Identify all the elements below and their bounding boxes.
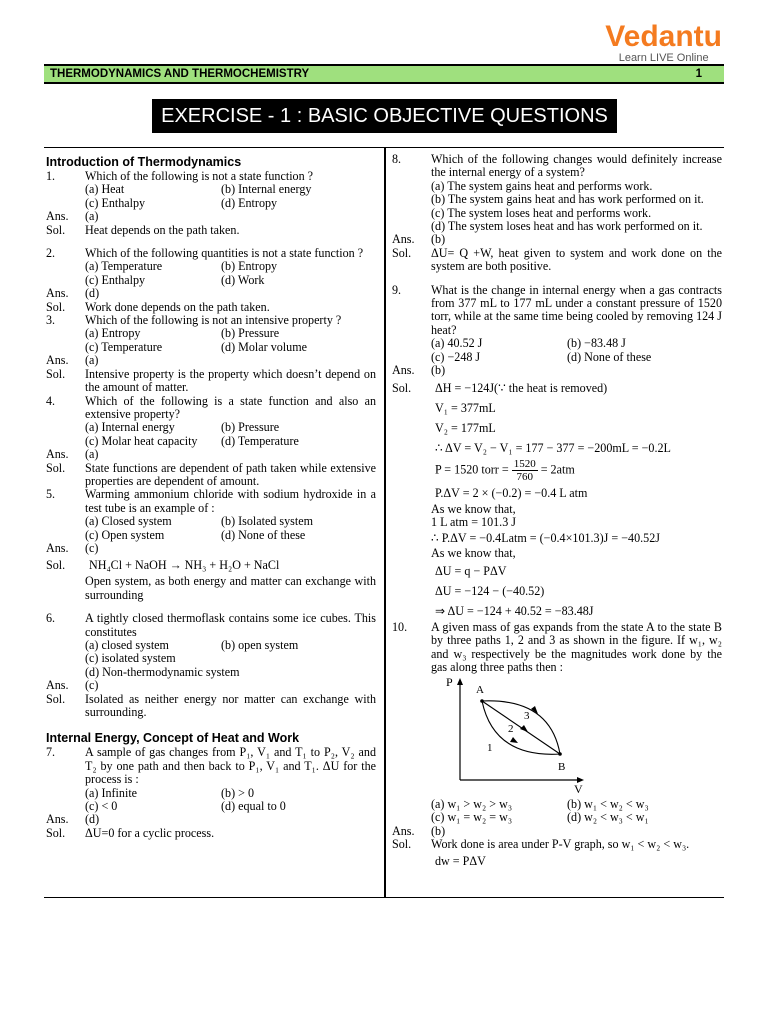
solution-text: Open system, as both energy and matter can exchange with surrounding (85, 574, 376, 602)
solution-line: ∴ ΔV = V₂ − V₁ = 177 − 377 = −200mL = −0.2L (435, 440, 671, 455)
option: (b) Isolated system (221, 514, 314, 529)
option: (a) Infinite (85, 785, 138, 800)
question-number: 3. (46, 313, 56, 328)
solution: Sol. ΔU= Q +W, heat given to system and work done on the system are both positive. (392, 245, 722, 274)
point-a-marker (480, 700, 484, 704)
solution: Sol. State functions are dependent of path taken while extensive properties are dependent of amount. (46, 460, 376, 488)
path-2-label: 2 (508, 723, 514, 736)
question-number: 1. (46, 169, 56, 183)
option: (a) w₁ > w₂ > w₃ (431, 796, 513, 811)
path-2-line (482, 701, 560, 754)
option: (a) Heat (85, 182, 125, 197)
answer: Ans. (a) (46, 209, 99, 224)
answer: Ans. (d) (46, 812, 100, 827)
question-text: Which of the following changes would definitely increase the internal energy of a system? (431, 152, 722, 180)
option: (c) isolated system (85, 651, 176, 666)
exercise-title: EXERCISE - 1 : BASIC OBJECTIVE QUESTIONS (152, 99, 617, 133)
solution-line: dw = PΔV (435, 854, 486, 869)
chapter-header-bar (44, 64, 724, 84)
p-axis-label: P (446, 676, 453, 690)
option: (c) Molar heat capacity (85, 433, 198, 448)
solution-line: ΔH = −124J(∵ the heat is removed) (435, 380, 608, 395)
solution: Sol. ΔU=0 for a cyclic process. (46, 825, 215, 840)
option: (b) −83.48 J (567, 336, 626, 351)
option: (d) Temperature (221, 433, 299, 448)
option: (a) 40.52 J (431, 336, 483, 351)
option: (a) Temperature (85, 259, 163, 274)
question-number: 9. (392, 282, 402, 297)
option: (c) Enthalpy (85, 272, 146, 287)
answer: Ans. (a) (46, 353, 99, 368)
question-text: Which of the following quantities is not a state function ? (85, 246, 364, 261)
path-2-arrow (520, 725, 528, 732)
section-heading: Internal Energy, Concept of Heat and Work (46, 731, 300, 746)
solution-line: ΔU = −124 − (−40.52) (435, 583, 545, 598)
answer: Ans. (d) (46, 286, 100, 301)
option: (a) Internal energy (85, 420, 175, 435)
answer: Ans. (b) (392, 363, 446, 378)
option: (b) w₁ < w₂ < w₃ (567, 796, 649, 811)
logo-wordmark: Vedantu (605, 20, 722, 53)
question-number: 10. (392, 619, 408, 634)
option: (c) −248 J (431, 349, 481, 364)
question-9 (392, 284, 722, 338)
point-b-label: B (558, 761, 566, 774)
options (46, 327, 376, 354)
option: (d) Entropy (221, 195, 278, 210)
options (46, 787, 376, 814)
question-4 (46, 395, 376, 422)
option: (d) Molar volume (221, 339, 307, 354)
question-text: Which of the following is not an intensive property ? (85, 313, 342, 328)
question-number: 6. (46, 611, 56, 626)
p-axis-arrow (457, 678, 463, 685)
question-1 (46, 170, 376, 183)
solution-line: ∴ P.ΔV = −0.4Latm = (−0.4×101.3)J = −40.52J (431, 531, 660, 546)
solution-text: P = 1520 torr = (435, 461, 512, 476)
question-number: 2. (46, 246, 56, 261)
pv-diagram (442, 676, 722, 797)
answer: Ans. (b) (392, 823, 446, 838)
v-axis-label: V (574, 782, 583, 795)
question-3 (46, 314, 376, 327)
pressure-conversion (431, 458, 722, 483)
question-6 (46, 612, 376, 639)
answer: Ans. (c) (46, 540, 99, 555)
options (392, 337, 722, 364)
question-number: 7. (46, 745, 56, 760)
solution: Sol. Isolated as neither energy nor matter can exchange with surrounding. (46, 691, 376, 720)
pv-graph (442, 676, 592, 794)
option: (b) Pressure (221, 326, 280, 341)
solution-line: P.ΔV = 2 × (−0.2) = −0.4 L atm (435, 485, 588, 500)
path-1-arrow (510, 737, 518, 743)
question-2 (46, 247, 376, 260)
option: (d) Work (221, 272, 265, 287)
solution: Sol. Work done is area under P-V graph, so w₁ < w₂ < w₃. (392, 836, 690, 851)
solution: Sol. Work done depends on the path taken. (46, 299, 270, 314)
option: (d) None of these (567, 349, 652, 364)
solution: Sol. NH₄Cl + NaOH → NH₃ + H₂O + NaCl (46, 555, 376, 575)
question-7 (46, 746, 376, 786)
option: (c) The system loses heat and performs work. (431, 205, 652, 220)
option: (b) Pressure (221, 420, 280, 435)
solution-line: V₁ = 377mL (435, 400, 496, 415)
option: (b) The system gains heat and has work performed on it. (431, 192, 704, 207)
solution-line: As we know that, (431, 501, 516, 516)
fraction: $\frac{1520}{760}$ (513, 457, 536, 483)
answer: Ans. (b) (392, 232, 446, 247)
option: (d) None of these (221, 527, 306, 542)
answer: Ans. (a) (46, 447, 99, 462)
solution-line: As we know that, (431, 546, 516, 561)
options (46, 515, 376, 542)
path-3-label: 3 (524, 710, 530, 723)
solution-line: ⇒ ΔU = −124 + 40.52 = −83.48J (435, 603, 594, 618)
logo-tagline: Learn LIVE Online (618, 52, 709, 64)
page-number: 1 (695, 68, 702, 80)
section-heading: Introduction of Thermodynamics (46, 155, 242, 169)
option: (c) Temperature (85, 339, 163, 354)
options (46, 260, 376, 287)
question-text: A sample of gas changes from P₁, V₁ and T₁ to P₂, V₂ and T₂ by one path and then back to P₁, V₁ and T₁. ΔU for the process is : (85, 745, 376, 787)
question-8 (392, 153, 722, 180)
solution-text: = 2atm (537, 461, 575, 476)
solution: Sol. ΔH = −124J(∵ the heat is removed) (392, 378, 722, 398)
option: (a) closed system (85, 638, 169, 652)
question-5 (46, 488, 376, 515)
question-text: Which of the following is not a state function ? (85, 169, 314, 183)
option: (a) Entropy (85, 326, 141, 341)
question-text: What is the change in internal energy when a gas contracts from 377 mL to 177 mL under a constant pressure of 1520 torr, while at the same time being cooled by removing 124 J heat? (431, 282, 722, 337)
bottom-divider (44, 897, 724, 898)
answer: Ans. (c) (46, 678, 99, 693)
solution: Sol. Heat depends on the path taken. (46, 222, 240, 237)
reaction-equation: NH₄Cl + NaOH → NH₃ + H₂O + NaCl (89, 558, 280, 573)
path-1-label: 1 (487, 742, 493, 755)
option: (c) w₁ = w₂ = w₃ (431, 810, 513, 825)
option: (d) equal to 0 (221, 799, 286, 814)
options (46, 183, 376, 210)
point-b-marker (558, 753, 562, 757)
option: (a) Closed system (85, 514, 172, 529)
question-text: A tightly closed thermoflask contains some ice cubes. This constitutes (85, 611, 376, 639)
question-text: Warming ammonium chloride with sodium hydroxide in a test tube is an example of : (85, 487, 376, 515)
option: (a) The system gains heat and performs work. (431, 178, 653, 193)
option: (c) Open system (85, 527, 165, 542)
option: (b) Internal energy (221, 182, 312, 197)
vedantu-logo (605, 22, 722, 64)
question-text: A given mass of gas expands from the state A to the state B by three paths 1, 2 and 3 as shown in the figure. If w₁, w₂ and w₃ respectively be the magnitudes work done by the gas along three paths then : (431, 619, 722, 674)
option: (d) The system loses heat and has work performed on it. (431, 219, 703, 234)
solution-line: ΔU = q − PΔV (435, 563, 507, 578)
option: (b) open system (221, 638, 299, 652)
question-10 (392, 621, 722, 675)
question-text: Which of the following is a state function and also an extensive property? (85, 393, 376, 421)
solution-line: 1 L atm = 101.3 J (431, 514, 516, 529)
option: (d) w₂ < w₃ < w₁ (567, 810, 649, 825)
right-column (392, 153, 722, 871)
option: (b) > 0 (221, 785, 255, 800)
column-divider (384, 147, 386, 897)
question-number: 4. (46, 393, 56, 408)
solution-line: V₂ = 177mL (435, 420, 496, 435)
option: (c) Enthalpy (85, 195, 146, 210)
option: (c) < 0 (85, 799, 118, 814)
option: (d) Non-thermodynamic system (85, 664, 240, 679)
left-column (46, 153, 376, 840)
question-number: 8. (392, 152, 402, 166)
point-a-label: A (476, 684, 484, 697)
options (392, 798, 722, 825)
solution: Sol. Intensive property is the property which doesn’t depend on the amount of matter. (46, 366, 376, 395)
options (46, 421, 376, 448)
chapter-title: THERMODYNAMICS AND THERMOCHEMISTRY (50, 68, 310, 80)
question-number: 5. (46, 487, 56, 502)
options (46, 639, 376, 652)
option: (b) Entropy (221, 259, 278, 274)
